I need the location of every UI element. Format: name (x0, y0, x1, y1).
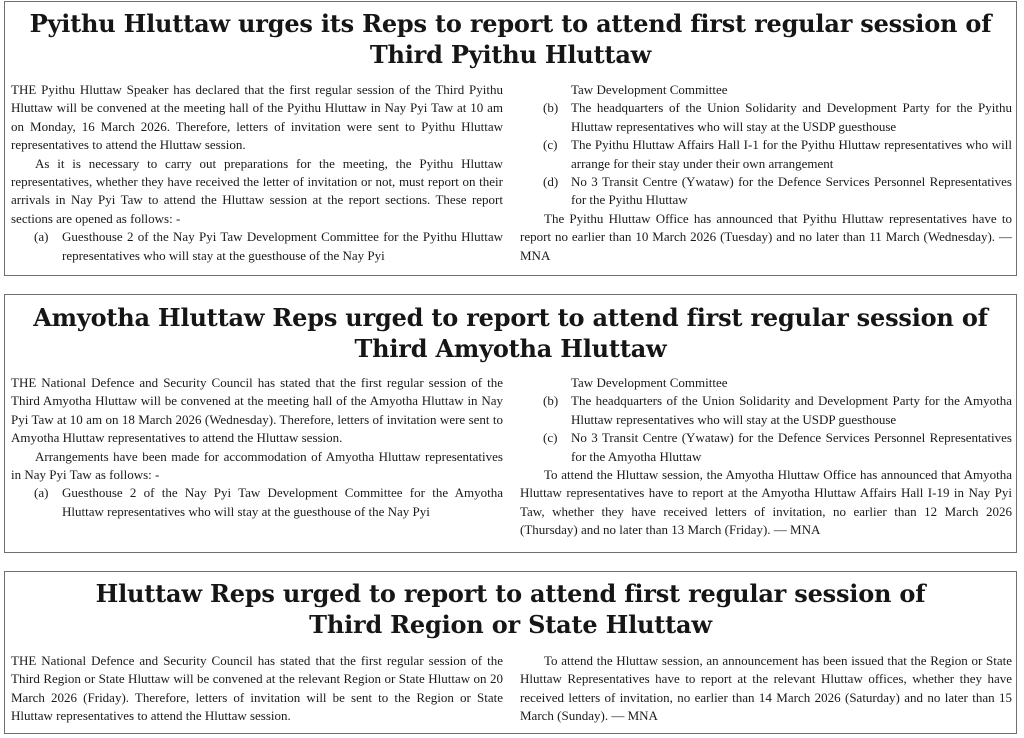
left-column (11, 652, 503, 726)
paragraph: THE Pyithu Hluttaw Speaker has declared that the first regular session of the Third Pyithu Hluttaw will be convened at the meeting hall of the Pyithu Hluttaw in Nay Pyi Taw at 10 am on Monday, 16 March 2026. Therefore, letters of invitation were sent to Pyithu Hluttaw representatives to attend the Hluttaw session. (11, 82, 503, 153)
list-continuation: Taw Development Committee (571, 82, 728, 97)
headline-line-2: Third Pyithu Hluttaw (369, 40, 652, 69)
headline (5, 295, 1016, 364)
paragraph: THE National Defence and Security Council has stated that the first regular session of the Third Region or State Hluttaw will be convened at the relevant Region or State Hluttaw on 20 March 2026 (Friday). Therefore, letters of invitation will be sent to the Region or State Hluttaw representatives to attend the Hluttaw session. (11, 653, 503, 724)
list-label: (b) (543, 100, 559, 116)
list-item (520, 392, 1012, 429)
article-pyithu-hluttaw (4, 1, 1017, 276)
left-column (11, 81, 503, 265)
list-label: (a) (34, 485, 49, 501)
list-text: The headquarters of the Union Solidarity and Development Party for the Amyotha Hluttaw representatives who will stay at the USDP guesthouse (571, 393, 1012, 427)
list-label: (a) (34, 229, 49, 245)
list-label: (c) (543, 137, 558, 153)
paragraph: Arrangements have been made for accommodation of Amyotha Hluttaw representatives in Nay Pyi Taw as follows: - (11, 448, 503, 483)
list-text: No 3 Transit Centre (Ywataw) for the Defence Services Personnel Representatives for the Pyithu Hluttaw (571, 174, 1012, 208)
list-item (520, 173, 1012, 210)
right-column (520, 652, 1012, 726)
headline (5, 2, 1016, 70)
article-region-state-hluttaw (4, 571, 1017, 734)
list-text: No 3 Transit Centre (Ywataw) for the Defence Services Personnel Representatives for the Amyotha Hluttaw (571, 430, 1012, 464)
right-column (520, 81, 1012, 265)
list-item (520, 99, 1012, 136)
headline-line-2: Third Region or State Hluttaw (309, 610, 712, 639)
list-continuation: Taw Development Committee (571, 375, 728, 390)
list-item (11, 484, 503, 521)
list-label: (d) (543, 174, 559, 190)
list-text: Guesthouse 2 of the Nay Pyi Taw Development Committee for the Pyithu Hluttaw representatives who will stay at the guesthouse of the Nay Pyi (62, 229, 503, 263)
headline-line-2: Third Amyotha Hluttaw (354, 334, 667, 363)
right-column (520, 374, 1012, 540)
list-text: Guesthouse 2 of the Nay Pyi Taw Development Committee for the Amyotha Hluttaw representatives who will stay at the guesthouse of the Nay Pyi (62, 485, 503, 519)
paragraph: To attend the Hluttaw session, an announcement has been issued that the Region or State Hluttaw Representatives have to report at the relevant Hluttaw offices, whether they have received letters of invitation, no earlier than 14 March 2026 (Saturday) and no later than 15 March (Sunday). — MNA (520, 653, 1012, 724)
headline-line-1: Amyotha Hluttaw Reps urged to report to attend first regular session of (33, 303, 988, 332)
list-text: The Pyithu Hluttaw Affairs Hall I-1 for the Pyithu Hluttaw representatives who will arrange for their stay under their own arrangement (571, 137, 1012, 171)
headline-line-1: Pyithu Hluttaw urges its Reps to report to attend first regular session of (29, 9, 992, 38)
left-column (11, 374, 503, 521)
list-item (520, 136, 1012, 173)
list-label: (b) (543, 393, 559, 409)
paragraph: As it is necessary to carry out preparations for the meeting, the Pyithu Hluttaw representatives, whether they have received the letter of invitation or not, must report on their arrivals in Nay Pyi Taw to attend the Hluttaw session at the report sections. These report sections are opened as follows: - (11, 155, 503, 226)
list-label: (c) (543, 430, 558, 446)
article-amyotha-hluttaw (4, 294, 1017, 553)
list-item (11, 228, 503, 265)
headline (5, 572, 1016, 640)
paragraph: THE National Defence and Security Council has stated that the first regular session of the Third Amyotha Hluttaw will be convened at the meeting hall of the Amyotha Hluttaw in Nay Pyi Taw at 10 am on 18 March 2026 (Wednesday). Therefore, letters of invitation were sent to Amyotha Hluttaw representatives to attend the Hluttaw session. (11, 375, 503, 446)
paragraph: To attend the Hluttaw session, the Amyotha Hluttaw Office has announced that Amyotha Hluttaw representatives have to report at the Amyotha Hluttaw Affairs Hall I-19 in Nay Pyi Taw, whether they have received letters of invitation, no earlier than 12 March 2026 (Thursday) and no later than 13 March (Friday). — MNA (520, 467, 1012, 538)
headline-line-1: Hluttaw Reps urged to report to attend first regular session of (95, 579, 926, 608)
paragraph: The Pyithu Hluttaw Office has announced that Pyithu Hluttaw representatives have to report no earlier than 10 March 2026 (Tuesday) and no later than 11 March (Wednesday). — MNA (520, 210, 1012, 263)
list-text: The headquarters of the Union Solidarity and Development Party for the Pyithu Hluttaw representatives who will stay at the USDP guesthouse (571, 100, 1012, 134)
list-item (520, 429, 1012, 466)
